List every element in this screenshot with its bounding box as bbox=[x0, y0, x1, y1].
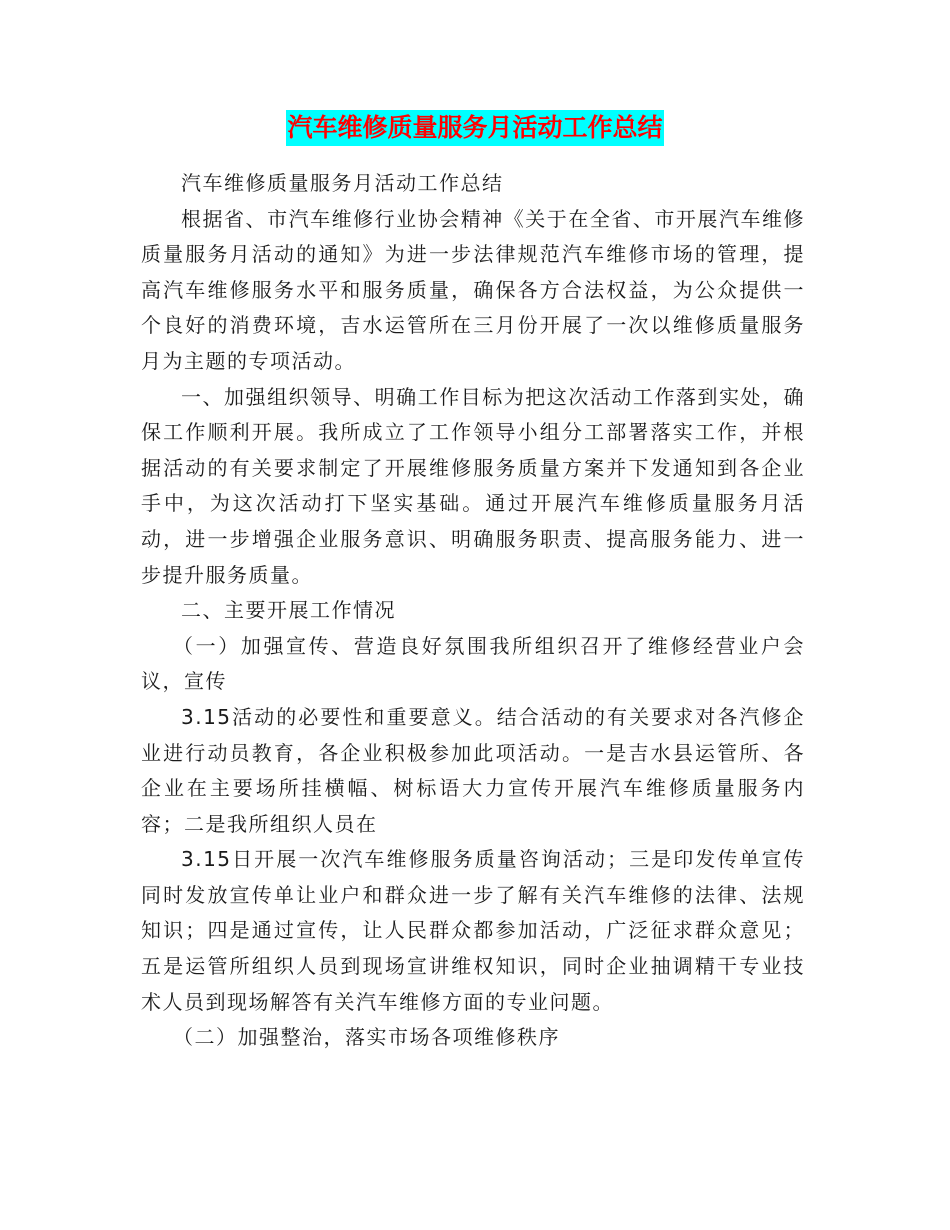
paragraph-subsection-one: （一）加强宣传、营造良好氛围我所组织召开了维修经营业户会议，宣传 bbox=[141, 633, 805, 694]
paragraph-section-two-heading: 二、主要开展工作情况 bbox=[181, 598, 396, 623]
paragraph-subsection-two: （二）加强整治，落实市场各项维修秩序 bbox=[173, 1025, 560, 1050]
paragraph-intro: 根据省、市汽车维修行业协会精神《关于在全省、市开展汽车维修质量服务月活动的通知》为进一步法律规范汽车维修市场的管理，提高汽车维修服务水平和服务质量，确保各方合法权益，为公众提供一个良好的消费环境，吉水运管所在三月份开展了一次以维修质量服务月为主题的专项活动。 bbox=[141, 206, 805, 373]
document-body bbox=[141, 166, 805, 1056]
document-title: 汽车维修质量服务月活动工作总结 bbox=[286, 110, 663, 146]
paragraph-consultation-315: 3.15日开展一次汽车维修服务质量咨询活动；三是印发传单宣传同时发放宣传单让业户和群众进一步了解有关汽车维修的法律、法规知识；四是通过宣传，让人民群众都参加活动，广泛征求群众意见；五是运管所组织人员到现场宣讲维权知识，同时企业抽调精干专业技术人员到现场解答有关汽车维修方面的专业问题。 bbox=[141, 847, 805, 1014]
paragraph-activity-315: 3.15活动的必要性和重要意义。结合活动的有关要求对各汽修企业进行动员教育，各企业积极参加此项活动。一是吉水县运管所、各企业在主要场所挂横幅、树标语大力宣传开展汽车维修质量服务内容；二是我所组织人员在 bbox=[141, 704, 805, 836]
paragraph-section-one: 一、加强组织领导、明确工作目标为把这次活动工作落到实处，确保工作顺利开展。我所成立了工作领导小组分工部署落实工作，并根据活动的有关要求制定了开展维修服务质量方案并下发通知到各企业手中，为这次活动打下坚实基础。通过开展汽车维修质量服务月活动，进一步增强企业服务意识、明确服务职责、提高服务能力、进一步提升服务质量。 bbox=[141, 384, 805, 587]
title-container bbox=[0, 110, 950, 146]
paragraph-subtitle: 汽车维修质量服务月活动工作总结 bbox=[181, 171, 504, 195]
